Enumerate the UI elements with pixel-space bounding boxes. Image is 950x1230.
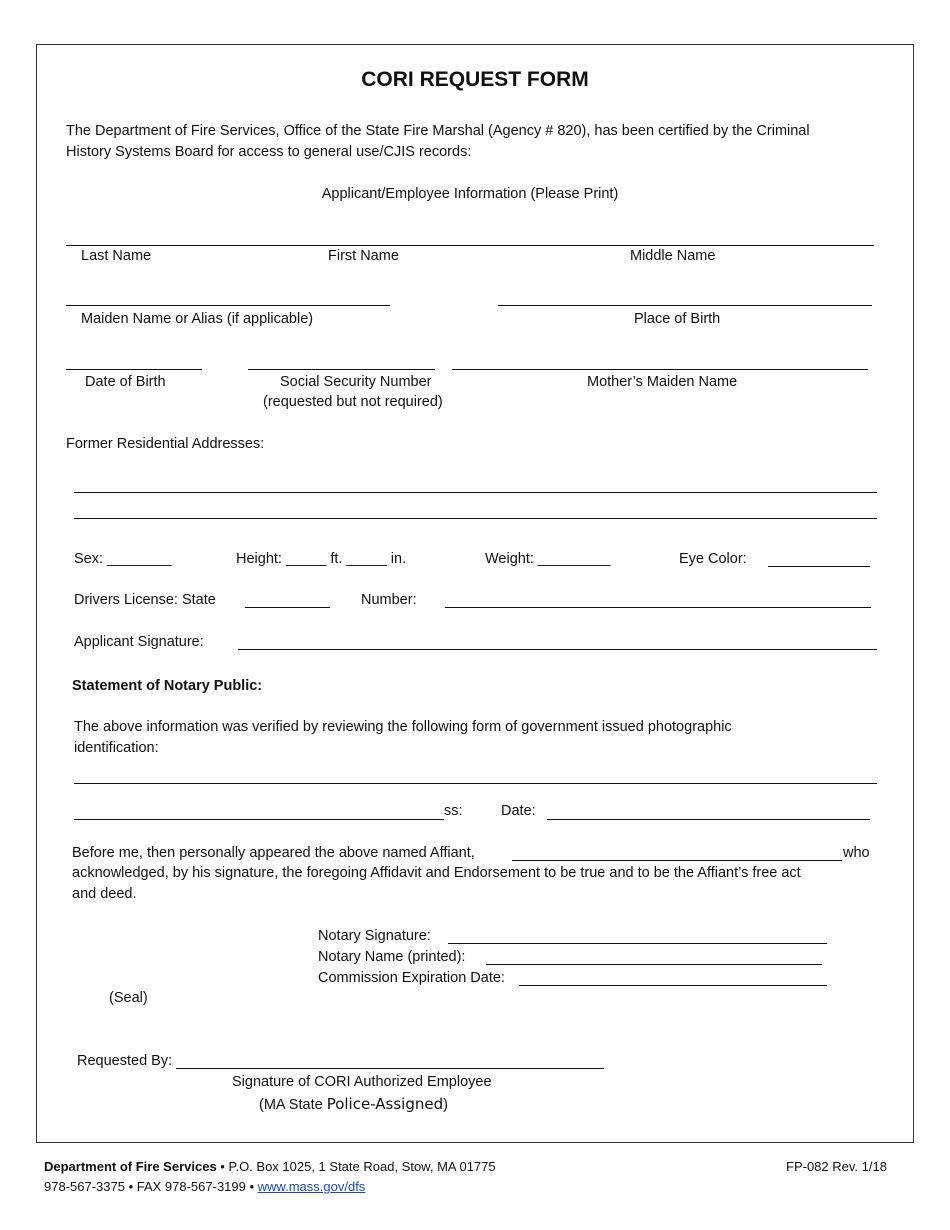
drivers-license-state-line[interactable] (245, 607, 330, 608)
notary-name-line[interactable] (486, 964, 822, 965)
affiant-text-line-2: acknowledged, by his signature, the foregoing Affidavit and Endorsement to be true and to be the Affiant’s free act (72, 865, 801, 881)
mothers-maiden-name-label: Mother’s Maiden Name (587, 374, 738, 390)
requested-by-line[interactable] (176, 1068, 604, 1069)
police-assigned-caption (259, 1095, 448, 1114)
notary-signature-line[interactable] (448, 943, 827, 944)
applicant-signature-line[interactable] (238, 649, 877, 650)
intro-text-line-2: History Systems Board for access to general use/CJIS records: (66, 144, 472, 160)
eye-color-line[interactable] (768, 566, 870, 567)
page-title: CORI REQUEST FORM (361, 68, 589, 91)
footer-phone-fax: 978-567-3375 • FAX 978-567-3199 • (44, 1179, 258, 1194)
venue-line[interactable] (74, 819, 444, 820)
notary-signature-label: Notary Signature: (318, 928, 431, 944)
verify-text-line-2: identification: (74, 740, 159, 756)
license-number-line[interactable] (445, 607, 871, 608)
cori-signature-caption: Signature of CORI Authorized Employee (232, 1074, 492, 1090)
maiden-name-label: Maiden Name or Alias (if applicable) (81, 311, 314, 327)
license-number-label: Number: (361, 592, 417, 608)
sex-field[interactable]: Sex: ________ (74, 551, 172, 567)
requested-by-label: Requested By: (77, 1053, 173, 1069)
date-label: Date: (501, 803, 536, 819)
seal-label: (Seal) (109, 990, 148, 1006)
affiant-name-line[interactable] (512, 860, 842, 861)
applicant-heading: Applicant/Employee Information (Please Print) (321, 186, 619, 202)
full-name-line[interactable] (66, 245, 874, 246)
first-name-label: First Name (328, 248, 399, 264)
last-name-label: Last Name (81, 248, 152, 264)
applicant-signature-label: Applicant Signature: (74, 634, 204, 650)
place-of-birth-line[interactable] (498, 305, 872, 306)
police-suffix: ) (443, 1097, 448, 1113)
form-id: FP-082 Rev. 1/18 (786, 1159, 887, 1174)
ss-label: ss: (444, 803, 463, 819)
former-addresses-label: Former Residential Addresses: (66, 436, 265, 452)
middle-name-label: Middle Name (630, 248, 716, 264)
commission-date-label: Commission Expiration Date: (318, 970, 505, 986)
intro-text-line-1: The Department of Fire Services, Office of the State Fire Marshal (Agency # 820), has been certified by the Criminal (66, 123, 810, 139)
police-prefix: (MA State (259, 1097, 327, 1113)
ssn-note: (requested but not required) (263, 394, 443, 410)
identification-line[interactable] (74, 783, 877, 784)
eye-color-label: Eye Color: (679, 551, 747, 567)
police-assigned-text: Police-Assigned (326, 1095, 444, 1113)
mothers-maiden-name-line[interactable] (452, 369, 868, 370)
address-line-1[interactable] (74, 492, 877, 493)
footer-website-link[interactable]: www.mass.gov/dfs (257, 1179, 366, 1194)
notary-heading: Statement of Notary Public: (72, 678, 263, 694)
maiden-name-line[interactable] (66, 305, 390, 306)
height-field[interactable]: Height: _____ ft. _____ in. (236, 551, 407, 567)
ssn-label: Social Security Number (280, 374, 432, 390)
footer-contact (44, 1179, 365, 1195)
footer-address-text: • P.O. Box 1025, 1 State Road, Stow, MA 01775 (216, 1159, 496, 1174)
place-of-birth-label: Place of Birth (634, 311, 721, 327)
footer-address (44, 1159, 496, 1175)
ssn-line[interactable] (248, 369, 435, 370)
footer-dept: Department of Fire Services (44, 1159, 217, 1174)
address-line-2[interactable] (74, 518, 877, 519)
notary-name-label: Notary Name (printed): (318, 949, 466, 965)
affiant-text-line-3: and deed. (72, 886, 137, 902)
date-line[interactable] (547, 819, 870, 820)
affiant-who: who (843, 845, 870, 861)
drivers-license-state-label: Drivers License: State (74, 592, 216, 608)
affiant-text-line-1: Before me, then personally appeared the above named Affiant, (72, 845, 475, 861)
verify-text-line-1: The above information was verified by reviewing the following form of government issued photographic (74, 719, 732, 735)
date-of-birth-label: Date of Birth (85, 374, 166, 390)
date-of-birth-line[interactable] (66, 369, 202, 370)
weight-field[interactable]: Weight: _________ (485, 551, 611, 567)
commission-date-line[interactable] (519, 985, 827, 986)
